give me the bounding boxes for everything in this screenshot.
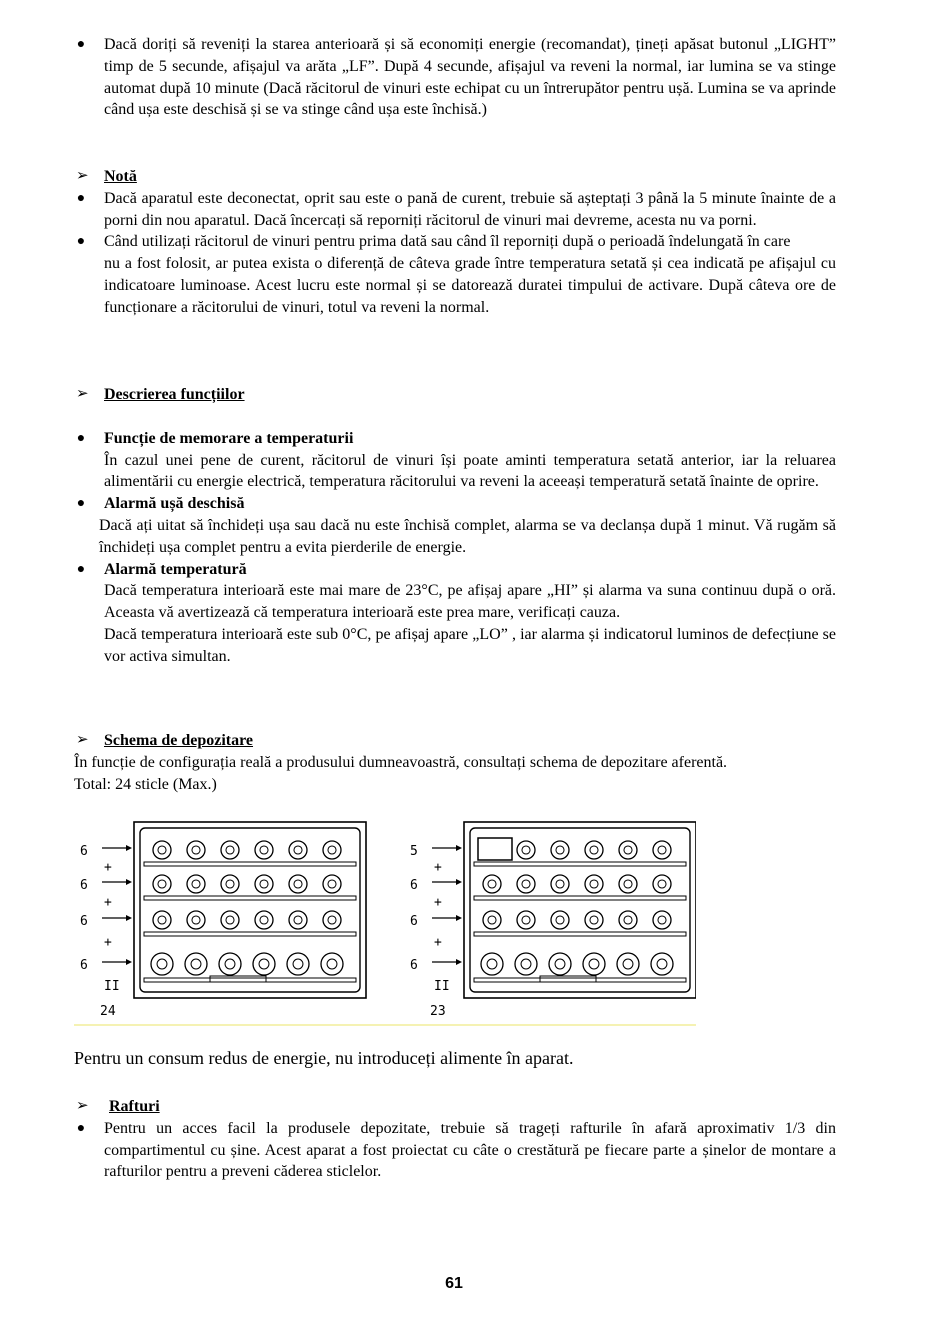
intro-section [74,34,836,121]
nota-bullet-2-rest: nu a fost folosit, ar putea exista o diferență de câteva grade între temperatura setată și cea indicată pe afișajul cu indicatoare luminoase. Acest lucru este normal și se datorează duratei timpului de activare. După câteva ore de funcționare a răcitorului de vinuri, totul va reveni la normal. [104,255,836,316]
bottle [185,953,207,975]
row-count-label: 6 [80,914,88,929]
bottle-neck [157,959,167,969]
bottle [219,953,241,975]
row-count-label: 6 [410,878,418,893]
bottle-neck [158,880,166,888]
bottle-neck [556,846,564,854]
bottle [253,953,275,975]
row-arrow-head [456,879,462,885]
bottle [653,875,671,893]
row-count-label: 6 [80,878,88,893]
row-operator: + [104,860,112,875]
section-heading [74,384,836,406]
row-operator: II [434,979,450,994]
bottle [619,841,637,859]
row-count-label: 6 [410,914,418,929]
bottle [483,875,501,893]
shelf [474,862,686,866]
memory-text: În cazul unei pene de curent, răcitorul de vinuri își poate aminti temperatura setată anterior, iar la reluarea alimentării cu energie electrică, temperatura răcitorului va reveni la aceeași temperatură setată înainte de oprire. [104,451,836,491]
shelf [474,932,686,936]
intro-text: Dacă doriți să reveniți la starea anterioară și să economiți energie (recomandat), țineți apăsat butonul „LIGHT” timp de 5 secunde, afișajul va arăta „LF”. După 4 secunde, afișajul va reveni la normal, iar lumina se va stinge automat după 10 minute (Dacă răcitorul de vinuri este echipat cu un întrerupător pentru ușă. Lumina se va aprinde când ușa este deschisă și se va stinge când ușa este închisă.) [104,36,836,119]
list-item [74,559,836,668]
bottle-neck [590,880,598,888]
list-item [74,34,836,121]
bottle [255,911,273,929]
bottle [221,875,239,893]
section-heading [74,730,836,752]
bottle-neck [488,880,496,888]
bottle [549,953,571,975]
arrow-bullet-icon: ➢ [76,384,89,402]
bottle-neck [556,880,564,888]
row-arrow-head [126,845,132,851]
row-count-label: 6 [80,958,88,973]
temp-alarm-title: Alarmă temperatură [104,560,247,578]
bottle-neck [590,846,598,854]
bottle-neck [522,880,530,888]
bottle [619,911,637,929]
bottle [551,911,569,929]
bottle-neck [260,846,268,854]
bottle-neck [226,916,234,924]
bottle [153,841,171,859]
bottle [653,911,671,929]
bullet-icon: ● [76,37,86,52]
storage-line-2: Total: 24 sticle (Max.) [74,775,217,793]
bottle-neck [260,880,268,888]
cabinet-outer-frame [134,822,366,998]
bullet-icon: ● [76,234,86,250]
shelf [474,978,686,982]
bottle [289,841,307,859]
bottle [153,875,171,893]
bottle-neck [624,916,632,924]
row-operator: + [434,860,442,875]
bottle-neck [624,880,632,888]
bottle-neck [294,846,302,854]
bottle-neck [294,916,302,924]
nota-bullet-1: Dacă aparatul este deconectat, oprit sau este o pană de curent, trebuie să așteptați 3 până la 5 minute înainte de a porni din nou aparatul. Dacă încercați să reporniți răcitorul de vinuri mai devreme, acesta nu va porni. [104,189,836,229]
storage-diagrams [74,818,696,1028]
bottle-neck [158,916,166,924]
shelf [144,932,356,936]
list-item [74,188,836,232]
bottle [221,911,239,929]
bottle [323,875,341,893]
section-heading [74,166,836,188]
bottle-neck [158,846,166,854]
arrow-bullet-icon: ➢ [76,1096,89,1114]
bottle-neck [556,916,564,924]
shelf [144,862,356,866]
bullet-icon: ● [76,561,86,577]
bottle [483,911,501,929]
bottle-neck [487,959,497,969]
shelf [144,978,356,982]
nota-section [74,166,836,319]
bottle-neck [226,880,234,888]
row-count-label: 5 [410,844,418,859]
bottle-neck [293,959,303,969]
functions-section [74,384,836,668]
bottle [255,875,273,893]
shelf [144,896,356,900]
bottle [289,911,307,929]
row-operator: + [434,935,442,950]
bottle-neck [657,959,667,969]
row-operator: II [104,979,120,994]
section-heading [74,1096,836,1118]
row-arrow-head [126,915,132,921]
bottle-neck [658,846,666,854]
bottle [651,953,673,975]
bottle-neck [328,846,336,854]
bottle-neck [658,916,666,924]
row-count-label: 6 [80,844,88,859]
bottle [151,953,173,975]
bottle [287,953,309,975]
bottle-neck [328,880,336,888]
bottle-neck [555,959,565,969]
bottle [321,953,343,975]
list-item [74,231,836,318]
bottle [517,875,535,893]
bottle-neck [192,916,200,924]
bottle-neck [294,880,302,888]
bottle-neck [589,959,599,969]
bottle-neck [521,959,531,969]
bottle-neck [624,846,632,854]
arrow-bullet-icon: ➢ [76,166,89,184]
bottle-neck [225,959,235,969]
bottle-neck [590,916,598,924]
bottle [515,953,537,975]
bottle [187,911,205,929]
bottle [187,841,205,859]
storage-diagram-figure [74,818,696,1028]
bottle [551,841,569,859]
bullet-icon: ● [76,190,86,206]
list-item [74,493,836,558]
cabinet-vent [540,976,596,982]
memory-title: Funcție de memorare a temperaturii [104,429,354,447]
cabinet-vent [210,976,266,982]
door-alarm-text: Dacă ați uitat să închideți ușa sau dacă nu este închisă complet, alarma se va declanșa după 1 minut. Vă rugăm să închideți ușa complet pentru a evita pierderile de energie. [99,516,836,556]
bottle [585,875,603,893]
bottle-neck [488,916,496,924]
shelf [474,896,686,900]
shelves-section [74,1096,836,1183]
door-alarm-title: Alarmă ușă deschisă [104,495,245,513]
bottle [517,841,535,859]
bottle [585,911,603,929]
bottle-neck [191,959,201,969]
bottle [517,911,535,929]
bottle-neck [522,916,530,924]
bullet-icon: ● [76,496,86,512]
bottle [653,841,671,859]
bottle [481,953,503,975]
total-label: 23 [430,1004,446,1019]
bullet-icon: ● [76,430,86,446]
temp-alarm-text-2: Dacă temperatura interioară este sub 0°C, pe afișaj apare „LO” , iar alarma și indicatorul luminos de defecțiune se vor activa simultan. [104,625,836,665]
bottle-neck [327,959,337,969]
row-operator: + [104,935,112,950]
bottle-neck [658,880,666,888]
bullet-icon: ● [76,1120,86,1136]
temp-alarm-text-1: Dacă temperatura interioară este mai mare de 23°C, pe afișaj apare „HI” și alarma va suna continuu după o oră. Aceasta vă avertizează că temperatura interioară este prea mare, verificați cauza. [104,582,836,622]
energy-note: Pentru un consum redus de energie, nu introduceți alimente în aparat. [74,1048,574,1068]
arrow-bullet-icon: ➢ [76,730,89,748]
bottle [289,875,307,893]
bottle-neck [623,959,633,969]
bottle [619,875,637,893]
bottle [221,841,239,859]
row-operator: + [434,895,442,910]
storage-line-1: În funcție de configurația reală a produsului dumneavoastră, consultați schema de depozitare aferentă. [74,753,728,771]
total-label: 24 [100,1004,116,1019]
list-item [74,428,836,493]
row-arrow-head [126,879,132,885]
bottle-neck [259,959,269,969]
bottle [583,953,605,975]
cabinet-outer-frame [464,822,696,998]
row-arrow-head [456,915,462,921]
shelves-heading: Rafturi [109,1098,160,1115]
functions-heading: Descrierea funcțiilor [104,386,245,403]
storage-heading: Schema de depozitare [104,732,254,749]
list-item [74,1118,836,1183]
row-operator: + [104,895,112,910]
bottle-neck [260,916,268,924]
bottle [323,911,341,929]
nota-heading: Notă [104,168,137,185]
bottle-neck [192,846,200,854]
display-panel [478,838,512,860]
bottle-neck [226,846,234,854]
bottle [585,841,603,859]
page-number: 61 [445,1275,463,1292]
bottle [187,875,205,893]
nota-bullet-2-line-1: Când utilizați răcitorul de vinuri pentru prima dată sau când îl reporniți după o perioadă îndelungată în care [104,233,791,251]
row-arrow-head [126,959,132,965]
bottle [255,841,273,859]
bottle [551,875,569,893]
bottle-neck [192,880,200,888]
shelves-text: Pentru un acces facil la produsele depozitate, trebuie să trageți rafturile în afară aproximativ 1/3 din compartimentul cu șine. Acest aparat a fost proiectat cu câte o crestătură pe fiecare parte a șinelor de montare a rafturilor pentru a preveni căderea sticlelor. [104,1119,836,1181]
row-arrow-head [456,959,462,965]
row-count-label: 6 [410,958,418,973]
bottle [323,841,341,859]
bottle [617,953,639,975]
row-arrow-head [456,845,462,851]
bottle-neck [328,916,336,924]
storage-section [74,730,836,795]
bottle [153,911,171,929]
bottle-neck [522,846,530,854]
